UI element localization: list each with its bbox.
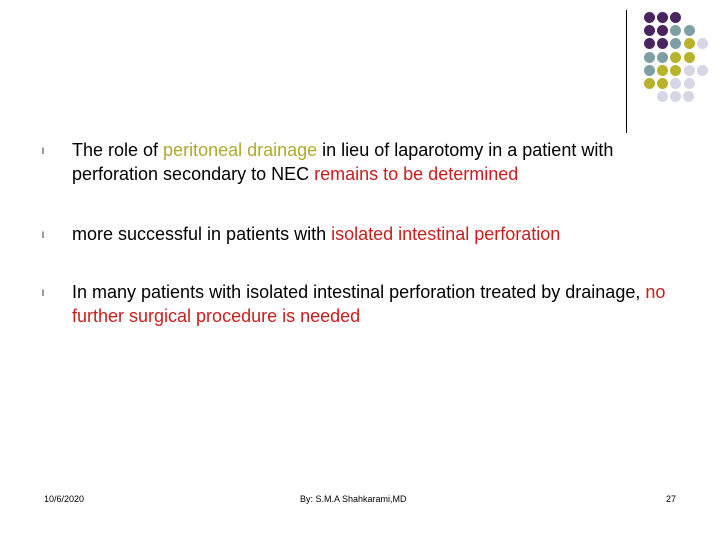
bullet-text-segment: in lieu of laparotomy in a patient with perforation secondary to NEC [72, 140, 614, 184]
dot-teal [644, 52, 655, 63]
bullet-text-segment: more successful in patients with [72, 224, 332, 244]
dot-lavender [670, 78, 681, 89]
footer-page-number: 27 [666, 494, 677, 504]
dot-teal [657, 52, 668, 63]
bullet-text-segment: In many patients with isolated intestinal perforation treated by drainage, [72, 282, 646, 302]
dot-olive [644, 78, 655, 89]
bullet-item [40, 222, 680, 248]
highlighted-phrase: peritoneal drainage [163, 140, 318, 160]
dot-lavender [697, 38, 708, 49]
dot-lavender [657, 91, 668, 102]
highlighted-phrase: no further surgical procedure is needed [72, 282, 666, 326]
dot-olive [670, 65, 681, 76]
dot-purple [644, 25, 655, 36]
highlighted-phrase: remains to be determined [314, 164, 519, 184]
dot-purple [657, 12, 668, 23]
dot-teal [670, 25, 681, 36]
bullet-text [72, 138, 680, 186]
bullet-marker: l [42, 288, 44, 298]
footer-author: By: S.M.A Shahkarami,MD [300, 494, 407, 504]
bullet-marker: l [42, 230, 44, 240]
dot-purple [657, 25, 668, 36]
dot-lavender [683, 91, 694, 102]
bullet-text [72, 222, 560, 248]
bullet-item [40, 138, 680, 186]
dot-lavender [697, 65, 708, 76]
dot-olive [684, 38, 695, 49]
dot-olive [670, 52, 681, 63]
dot-lavender [670, 91, 681, 102]
dot-purple [644, 12, 655, 23]
dot-lavender [684, 65, 695, 76]
bullet-text [72, 280, 680, 328]
footer-date: 10/6/2020 [44, 494, 85, 504]
bullet-text-segment: The role of [72, 140, 164, 160]
bullet-marker: l [42, 146, 44, 156]
dot-olive [657, 65, 668, 76]
dot-grid-decoration [0, 0, 720, 140]
bullet-item [40, 280, 680, 328]
dot-purple [670, 12, 681, 23]
dot-lavender [684, 78, 695, 89]
dot-purple [644, 38, 655, 49]
dot-teal [684, 25, 695, 36]
dot-teal [644, 65, 655, 76]
dot-teal [670, 38, 681, 49]
highlighted-phrase: isolated intestinal perforation [331, 224, 561, 244]
dot-olive [684, 52, 695, 63]
dot-purple [657, 38, 668, 49]
dot-olive [657, 78, 668, 89]
